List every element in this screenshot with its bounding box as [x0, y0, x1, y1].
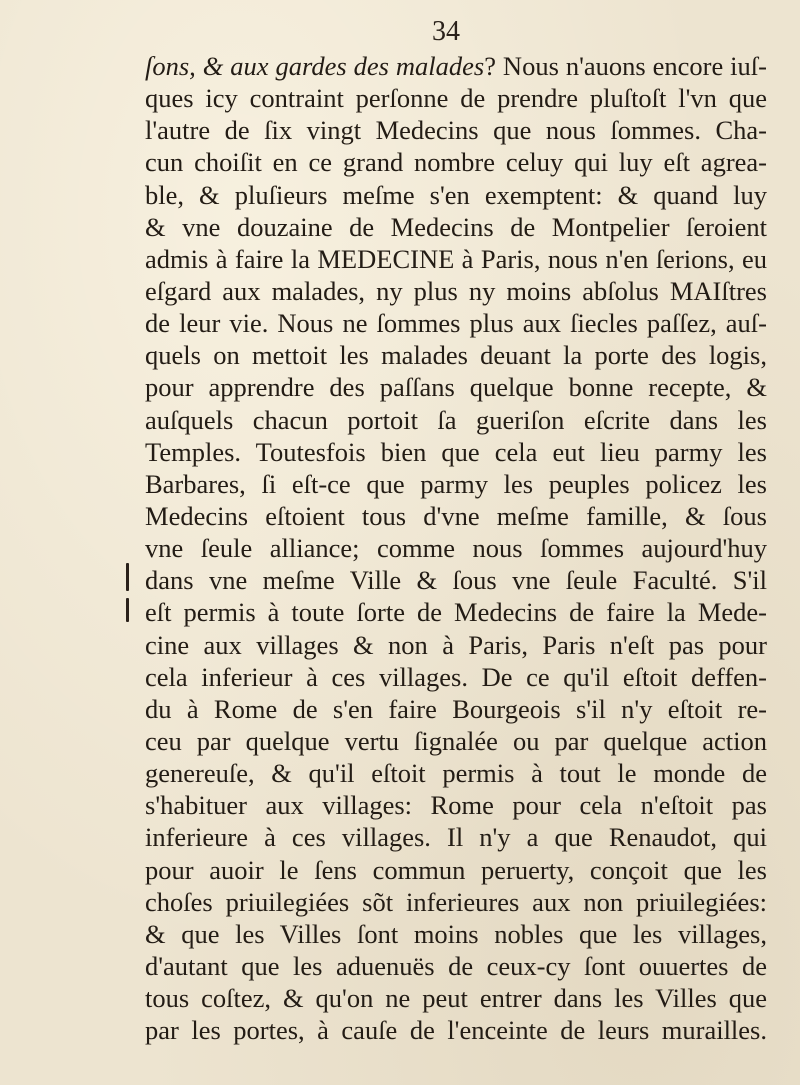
- body-text: [145, 50, 767, 1046]
- text-line: eſgard aux malades, ny plus ny moins abſolus MAIſtres: [145, 275, 767, 306]
- text-line: ceu par quelque vertu ſignalée ou par quelque action: [145, 725, 767, 756]
- text-line: tous coſtez, & qu'on ne peut entrer dans les Villes que: [145, 983, 767, 1014]
- text-line: inferieure à ces villages. Il n'y a que Renaudot, qui: [145, 822, 767, 853]
- text-line: par les portes, à cauſe de l'enceinte de leurs murailles.: [145, 1015, 767, 1046]
- text-line: cela inferieur à ces villages. De ce qu'il eſtoit deffen-: [145, 661, 767, 692]
- margin-mark: [126, 563, 129, 591]
- text-line: vne ſeule alliance; comme nous ſommes aujourd'huy: [145, 533, 767, 564]
- text-line: Medecins eſtoient tous d'vne meſme famille, & ſous: [145, 500, 767, 531]
- text-line: admis à faire la MEDECINE à Paris, nous n'en ſerions, eu: [145, 243, 767, 274]
- margin-mark: [126, 598, 129, 622]
- text-line: quels on mettoit les malades deuant la porte des logis,: [145, 340, 767, 371]
- page-number: 34: [432, 16, 460, 47]
- text-run: ? Nous n'auons encore iuſ-: [484, 51, 767, 81]
- text-line: ble, & pluſieurs meſme s'en exemptent: & quand luy: [145, 179, 767, 210]
- text-line: [145, 50, 767, 82]
- text-line: pour auoir le ſens commun peruerty, conçoit que les: [145, 854, 767, 885]
- text-line: Temples. Toutesfois bien que cela eut lieu parmy les: [145, 436, 767, 467]
- text-line: du à Rome de s'en faire Bourgeois s'il n'y eſtoit re-: [145, 693, 767, 724]
- text-line: choſes priuilegiées sõt inferieures aux non priuilegiées:: [145, 886, 767, 917]
- text-line: ques icy contraint perſonne de prendre pluſtoſt l'vn que: [145, 83, 767, 114]
- text-line: genereuſe, & qu'il eſtoit permis à tout le monde de: [145, 758, 767, 789]
- italic-run: ſons, & aux gardes des malades: [145, 51, 485, 81]
- text-line: dans vne meſme Ville & ſous vne ſeule Faculté. S'il: [145, 565, 767, 596]
- text-line: & vne douzaine de Medecins de Montpelier ſeroient: [145, 211, 767, 242]
- text-line: cun choiſit en ce grand nombre celuy qui luy eſt agrea-: [145, 147, 767, 178]
- text-line: & que les Villes ſont moins nobles que les villages,: [145, 918, 767, 949]
- text-line: eſt permis à toute ſorte de Medecins de faire la Mede-: [145, 597, 767, 628]
- text-line: d'autant que les aduenuës de ceux-cy ſont ouuertes de: [145, 950, 767, 981]
- text-line: Barbares, ſi eſt-ce que parmy les peuples policez les: [145, 468, 767, 499]
- text-line: l'autre de ſix vingt Medecins que nous ſommes. Cha-: [145, 115, 767, 146]
- text-line: de leur vie. Nous ne ſommes plus aux ſiecles paſſez, auſ-: [145, 308, 767, 339]
- text-line: cine aux villages & non à Paris, Paris n'eſt pas pour: [145, 629, 767, 660]
- text-line: auſquels chacun portoit ſa gueriſon eſcrite dans les: [145, 404, 767, 435]
- text-line: pour apprendre des paſſans quelque bonne recepte, &: [145, 372, 767, 403]
- text-line: s'habituer aux villages: Rome pour cela n'eſtoit pas: [145, 790, 767, 821]
